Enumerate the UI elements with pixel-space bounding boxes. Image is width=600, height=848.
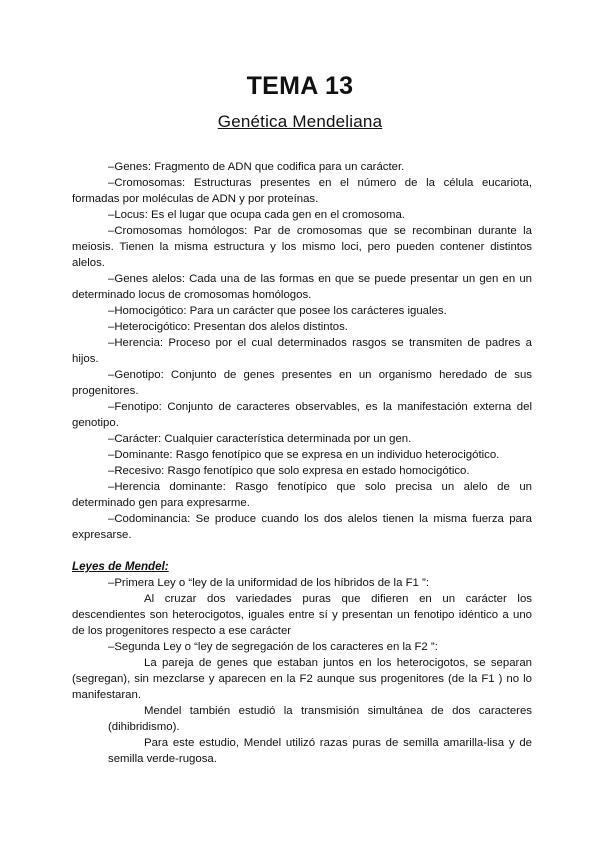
definition-cromosomas-homologos: –Cromosomas homólogos: Par de cromosomas que se recombinan durante la meiosis. Tienen la misma estructura y los mismo loci, pero pueden contener distintos alelos. [72, 225, 532, 269]
definition-caracter: –Carácter: Cualquier característica determinada por un gen. [108, 433, 412, 445]
second-law-title: –Segunda Ley o “ley de segregación de los caracteres en la F2 ”: [108, 641, 438, 653]
definition-herencia: –Herencia: Proceso por el cual determinados rasgos se transmiten de padres a hijos. [72, 337, 532, 365]
definition-herencia-dominante: –Herencia dominante: Rasgo fenotípico que solo precisa un alelo de un determinado gen para expresarme. [72, 481, 532, 509]
razas-puras-note: Para este estudio, Mendel utilizó razas puras de semilla amarilla-lisa y de semilla verde-rugosa. [108, 737, 532, 765]
definitions-list [72, 159, 532, 543]
dihibridismo-note: Mendel también estudió la transmisión simultánea de dos caracteres (dihibridismo). [108, 705, 532, 733]
definition-genotipo: –Genotipo: Conjunto de genes presentes en un organismo heredado de sus progenitores. [72, 369, 532, 397]
page-title: TEMA 13 [246, 72, 354, 100]
definition-dominante: –Dominante: Rasgo fenotípico que se expresa en un individuo heterocigótico. [108, 449, 500, 461]
document-body [72, 159, 532, 767]
definition-cromosomas: –Cromosomas: Estructuras presentes en el número de la célula eucariota, formadas por moléculas de ADN y por proteínas. [72, 177, 532, 205]
definition-genes-alelos: –Genes alelos: Cada una de las formas en que se puede presentar un gen en un determinado locus de cromosomas homólogos. [72, 273, 532, 301]
section-heading-leyes-de-mendel: Leyes de Mendel: [72, 560, 169, 573]
definition-genes: –Genes: Fragmento de ADN que codifica para un carácter. [108, 161, 405, 173]
page-subtitle: Genética Mendeliana [217, 112, 383, 131]
definition-fenotipo: –Fenotipo: Conjunto de caracteres observables, es la manifestación externa del genotipo. [72, 401, 532, 429]
definition-homocigotico: –Homocigótico: Para un carácter que posee los carácteres iguales. [108, 305, 447, 317]
first-law-title: –Primera Ley o “ley de la uniformidad de los híbridos de la F1 ”: [108, 577, 429, 589]
definition-recesivo: –Recesivo: Rasgo fenotípico que solo expresa en estado homocigótico. [108, 465, 470, 477]
definition-heterocigotico: –Heterocigótico: Presentan dos alelos distintos. [108, 321, 348, 333]
definition-locus: –Locus: Es el lugar que ocupa cada gen en el cromosoma. [108, 209, 405, 221]
first-law-text: Al cruzar dos variedades puras que difieren en un carácter los descendientes son heterocigotos, iguales entre sí y presentan un fenotipo idéntico a uno de los progenitores respecto a ese carácter [72, 593, 532, 637]
second-law-text: La pareja de genes que estaban juntos en los heterocigotos, se separan (segregan), sin mezclarse y aparecen en la F2 aunque sus progenitores (de la F1 ) no lo manifestaran. [72, 657, 532, 701]
definition-codominancia: –Codominancia: Se produce cuando los dos alelos tienen la misma fuerza para expresarse. [72, 513, 532, 541]
